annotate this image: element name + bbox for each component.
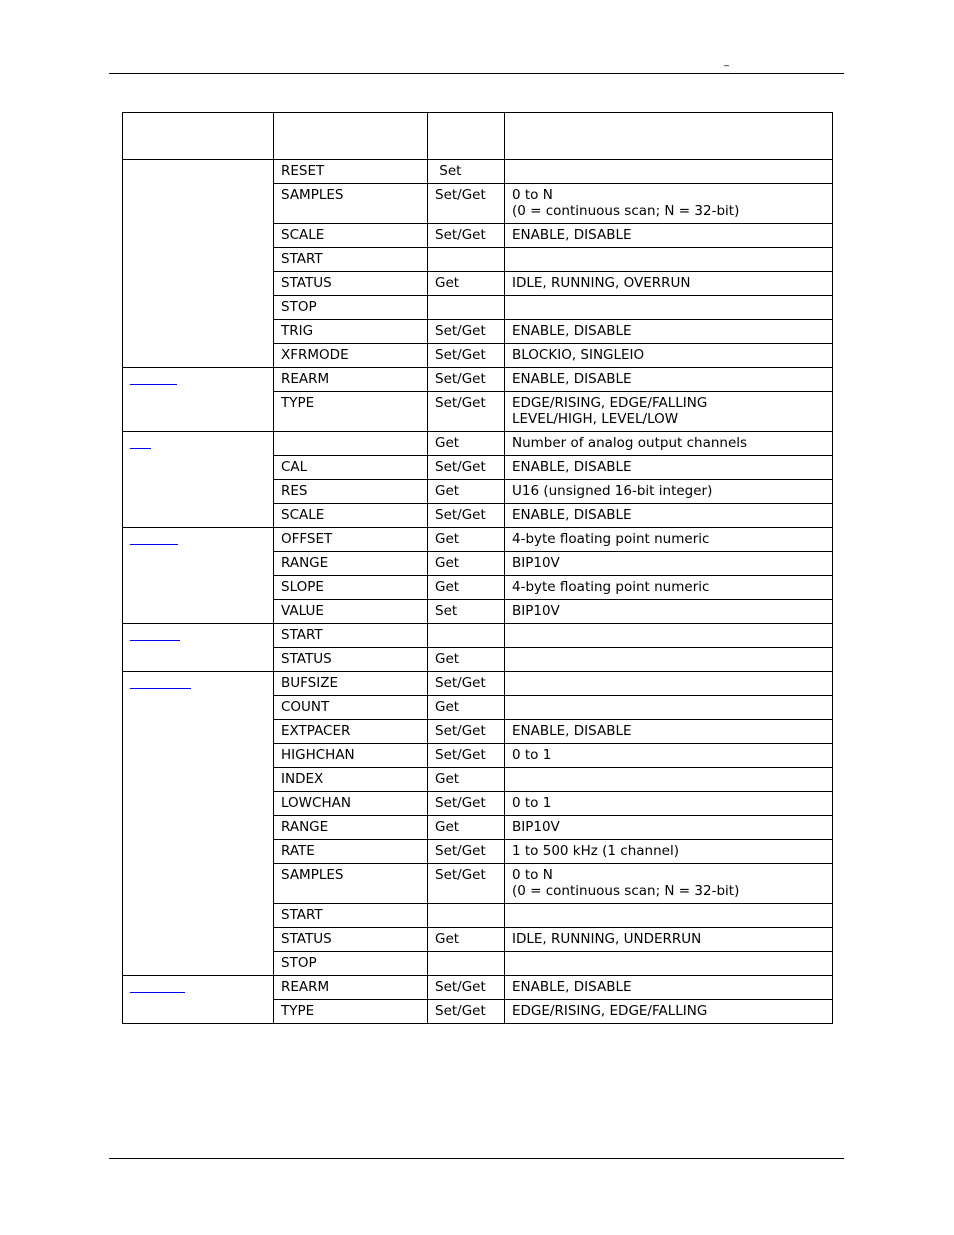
property-cell: OFFSET <box>274 528 428 552</box>
property-cell: STOP <box>274 952 428 976</box>
access-cell: Set/Get <box>428 344 505 368</box>
table-row <box>123 528 833 552</box>
access-cell: Get <box>428 648 505 672</box>
property-cell: SAMPLES <box>274 184 428 224</box>
access-cell: Get <box>428 432 505 456</box>
table-row <box>123 160 833 184</box>
access-cell <box>428 624 505 648</box>
values-cell: ENABLE, DISABLE <box>505 504 833 528</box>
property-cell: INDEX <box>274 768 428 792</box>
subsystem-link[interactable] <box>130 981 185 993</box>
header-mark: _ <box>724 56 729 67</box>
values-cell: 4-byte floating point numeric <box>505 528 833 552</box>
access-cell: Set/Get <box>428 744 505 768</box>
access-cell: Set <box>428 600 505 624</box>
values-cell: U16 (unsigned 16-bit integer) <box>505 480 833 504</box>
subsystem-link[interactable] <box>130 677 191 689</box>
values-cell: IDLE, RUNNING, OVERRUN <box>505 272 833 296</box>
access-cell <box>428 952 505 976</box>
header-cell <box>428 113 505 160</box>
table-header-row <box>123 113 833 160</box>
property-cell: START <box>274 624 428 648</box>
property-cell: LOWCHAN <box>274 792 428 816</box>
access-cell: Set/Get <box>428 720 505 744</box>
values-cell: 0 to N (0 = continuous scan; N = 32-bit) <box>505 864 833 904</box>
values-cell: ENABLE, DISABLE <box>505 320 833 344</box>
access-cell: Get <box>428 480 505 504</box>
property-cell: RATE <box>274 840 428 864</box>
values-cell <box>505 904 833 928</box>
access-cell: Set/Get <box>428 368 505 392</box>
values-cell <box>505 248 833 272</box>
values-cell: EDGE/RISING, EDGE/FALLING LEVEL/HIGH, LEVEL/LOW <box>505 392 833 432</box>
values-cell: BIP10V <box>505 552 833 576</box>
values-cell: ENABLE, DISABLE <box>505 456 833 480</box>
property-cell: RANGE <box>274 816 428 840</box>
property-cell: START <box>274 904 428 928</box>
subsystem-link[interactable] <box>130 373 177 385</box>
access-cell: Get <box>428 928 505 952</box>
property-cell: STATUS <box>274 272 428 296</box>
access-cell: Get <box>428 272 505 296</box>
values-cell <box>505 296 833 320</box>
access-cell: Set/Get <box>428 504 505 528</box>
values-cell: BIP10V <box>505 600 833 624</box>
values-cell: ENABLE, DISABLE <box>505 368 833 392</box>
values-cell: 0 to N (0 = continuous scan; N = 32-bit) <box>505 184 833 224</box>
values-cell: 0 to 1 <box>505 792 833 816</box>
values-cell <box>505 672 833 696</box>
subsystem-cell <box>123 624 274 672</box>
property-cell: BUFSIZE <box>274 672 428 696</box>
access-cell <box>428 904 505 928</box>
values-cell <box>505 696 833 720</box>
access-cell: Set/Get <box>428 792 505 816</box>
values-cell: 1 to 500 kHz (1 channel) <box>505 840 833 864</box>
property-cell: SCALE <box>274 224 428 248</box>
property-cell: SAMPLES <box>274 864 428 904</box>
table-row <box>123 624 833 648</box>
access-cell: Get <box>428 576 505 600</box>
property-cell: STATUS <box>274 648 428 672</box>
values-cell <box>505 160 833 184</box>
values-cell: ENABLE, DISABLE <box>505 720 833 744</box>
subsystem-link[interactable] <box>130 533 178 545</box>
property-cell: RES <box>274 480 428 504</box>
values-cell: ENABLE, DISABLE <box>505 976 833 1000</box>
property-cell: TYPE <box>274 392 428 432</box>
property-cell: STATUS <box>274 928 428 952</box>
header-cell <box>274 113 428 160</box>
access-cell: Set/Get <box>428 1000 505 1024</box>
access-cell: Set/Get <box>428 976 505 1000</box>
property-table <box>122 112 833 1024</box>
access-cell: Get <box>428 552 505 576</box>
header-rule <box>109 73 844 74</box>
access-cell: Set/Get <box>428 184 505 224</box>
subsystem-cell <box>123 432 274 528</box>
access-cell: Set/Get <box>428 672 505 696</box>
values-cell <box>505 768 833 792</box>
access-cell: Get <box>428 768 505 792</box>
subsystem-cell <box>123 976 274 1024</box>
property-cell: SLOPE <box>274 576 428 600</box>
property-cell: VALUE <box>274 600 428 624</box>
access-cell: Set/Get <box>428 864 505 904</box>
access-cell <box>428 248 505 272</box>
property-cell: RESET <box>274 160 428 184</box>
footer-rule <box>109 1158 844 1159</box>
subsystem-link[interactable] <box>130 629 180 641</box>
access-cell: Set/Get <box>428 840 505 864</box>
table-row <box>123 976 833 1000</box>
access-cell: Set/Get <box>428 392 505 432</box>
values-cell: Number of analog output channels <box>505 432 833 456</box>
subsystem-cell <box>123 672 274 976</box>
values-cell: EDGE/RISING, EDGE/FALLING <box>505 1000 833 1024</box>
property-cell: EXTPACER <box>274 720 428 744</box>
header-cell <box>505 113 833 160</box>
property-cell: TRIG <box>274 320 428 344</box>
table-row <box>123 432 833 456</box>
property-cell: RANGE <box>274 552 428 576</box>
values-cell <box>505 624 833 648</box>
property-cell: STOP <box>274 296 428 320</box>
values-cell: IDLE, RUNNING, UNDERRUN <box>505 928 833 952</box>
property-cell <box>274 432 428 456</box>
values-cell: ENABLE, DISABLE <box>505 224 833 248</box>
access-cell: Get <box>428 696 505 720</box>
access-cell: Set/Get <box>428 320 505 344</box>
property-cell: HIGHCHAN <box>274 744 428 768</box>
property-cell: COUNT <box>274 696 428 720</box>
header-cell <box>123 113 274 160</box>
table-row <box>123 368 833 392</box>
property-cell: REARM <box>274 368 428 392</box>
property-cell: XFRMODE <box>274 344 428 368</box>
access-cell: Set/Get <box>428 456 505 480</box>
property-cell: SCALE <box>274 504 428 528</box>
property-cell: TYPE <box>274 1000 428 1024</box>
access-cell: Get <box>428 816 505 840</box>
values-cell: 4-byte floating point numeric <box>505 576 833 600</box>
property-cell: REARM <box>274 976 428 1000</box>
values-cell: 0 to 1 <box>505 744 833 768</box>
subsystem-cell <box>123 160 274 368</box>
subsystem-link[interactable] <box>130 437 151 449</box>
values-cell: BLOCKIO, SINGLEIO <box>505 344 833 368</box>
access-cell: Set/Get <box>428 224 505 248</box>
table-row <box>123 672 833 696</box>
access-cell <box>428 296 505 320</box>
access-cell: Set <box>428 160 505 184</box>
values-cell <box>505 952 833 976</box>
subsystem-cell <box>123 528 274 624</box>
values-cell <box>505 648 833 672</box>
values-cell: BIP10V <box>505 816 833 840</box>
property-cell: CAL <box>274 456 428 480</box>
subsystem-cell <box>123 368 274 432</box>
access-cell: Get <box>428 528 505 552</box>
property-cell: START <box>274 248 428 272</box>
